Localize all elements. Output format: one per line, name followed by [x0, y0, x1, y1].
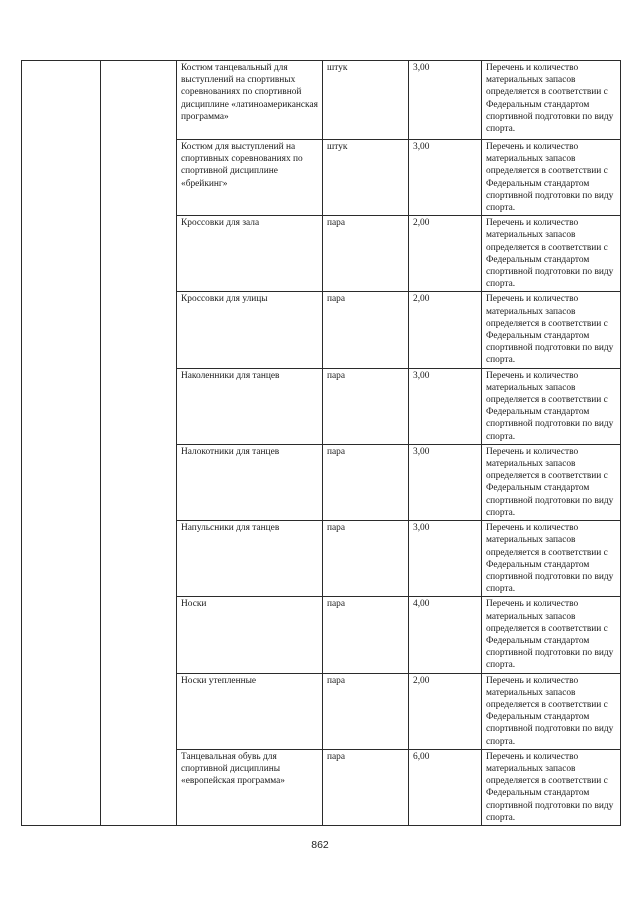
quantity-cell: 3,00: [409, 444, 482, 520]
note-cell: Перечень и количество материальных запасов определяется в соответствии с Федеральным стандартом спортивной подготовки по виду спорта.: [482, 140, 621, 216]
unit-cell: пара: [323, 521, 409, 597]
page-number: 862: [311, 839, 329, 851]
item-name: Кроссовки для зала: [177, 216, 323, 292]
quantity-cell: 2,00: [409, 673, 482, 749]
quantity-cell: 4,00: [409, 597, 482, 673]
item-name: Кроссовки для улицы: [177, 292, 323, 368]
empty-cell: [101, 61, 177, 826]
unit-cell: штук: [323, 61, 409, 140]
item-name: Носки: [177, 597, 323, 673]
quantity-cell: 3,00: [409, 521, 482, 597]
unit-cell: штук: [323, 140, 409, 216]
note-cell: Перечень и количество материальных запасов определяется в соответствии с Федеральным стандартом спортивной подготовки по виду спорта.: [482, 292, 621, 368]
quantity-cell: 6,00: [409, 749, 482, 825]
quantity-cell: 3,00: [409, 368, 482, 444]
table-row: [22, 61, 621, 140]
quantity-cell: 2,00: [409, 216, 482, 292]
unit-cell: пара: [323, 292, 409, 368]
note-cell: Перечень и количество материальных запасов определяется в соответствии с Федеральным стандартом спортивной подготовки по виду спорта.: [482, 216, 621, 292]
item-name: Наколенники для танцев: [177, 368, 323, 444]
quantity-cell: 2,00: [409, 292, 482, 368]
number-cell: [22, 61, 101, 826]
unit-cell: пара: [323, 368, 409, 444]
item-name: Налокотники для танцев: [177, 444, 323, 520]
unit-cell: пара: [323, 444, 409, 520]
quantity-cell: 3,00: [409, 61, 482, 140]
unit-cell: пара: [323, 216, 409, 292]
item-name: Напульсники для танцев: [177, 521, 323, 597]
item-name: Носки утепленные: [177, 673, 323, 749]
item-name: Костюм для выступлений на спортивных соревнованиях по спортивной дисциплине «брейкинг»: [177, 140, 323, 216]
note-cell: Перечень и количество материальных запасов определяется в соответствии с Федеральным стандартом спортивной подготовки по виду спорта.: [482, 61, 621, 140]
note-cell: Перечень и количество материальных запасов определяется в соответствии с Федеральным стандартом спортивной подготовки по виду спорта.: [482, 673, 621, 749]
materials-table: [21, 60, 621, 826]
note-cell: Перечень и количество материальных запасов определяется в соответствии с Федеральным стандартом спортивной подготовки по виду спорта.: [482, 597, 621, 673]
unit-cell: пара: [323, 597, 409, 673]
note-cell: Перечень и количество материальных запасов определяется в соответствии с Федеральным стандартом спортивной подготовки по виду спорта.: [482, 521, 621, 597]
note-cell: Перечень и количество материальных запасов определяется в соответствии с Федеральным стандартом спортивной подготовки по виду спорта.: [482, 368, 621, 444]
unit-cell: пара: [323, 749, 409, 825]
note-cell: Перечень и количество материальных запасов определяется в соответствии с Федеральным стандартом спортивной подготовки по виду спорта.: [482, 749, 621, 825]
note-cell: Перечень и количество материальных запасов определяется в соответствии с Федеральным стандартом спортивной подготовки по виду спорта.: [482, 444, 621, 520]
item-name: Танцевальная обувь для спортивной дисциплины «европейская программа»: [177, 749, 323, 825]
unit-cell: пара: [323, 673, 409, 749]
quantity-cell: 3,00: [409, 140, 482, 216]
item-name: Костюм танцевальный для выступлений на спортивных соревнованиях по спортивной дисциплине «латиноамериканская программа»: [177, 61, 323, 140]
